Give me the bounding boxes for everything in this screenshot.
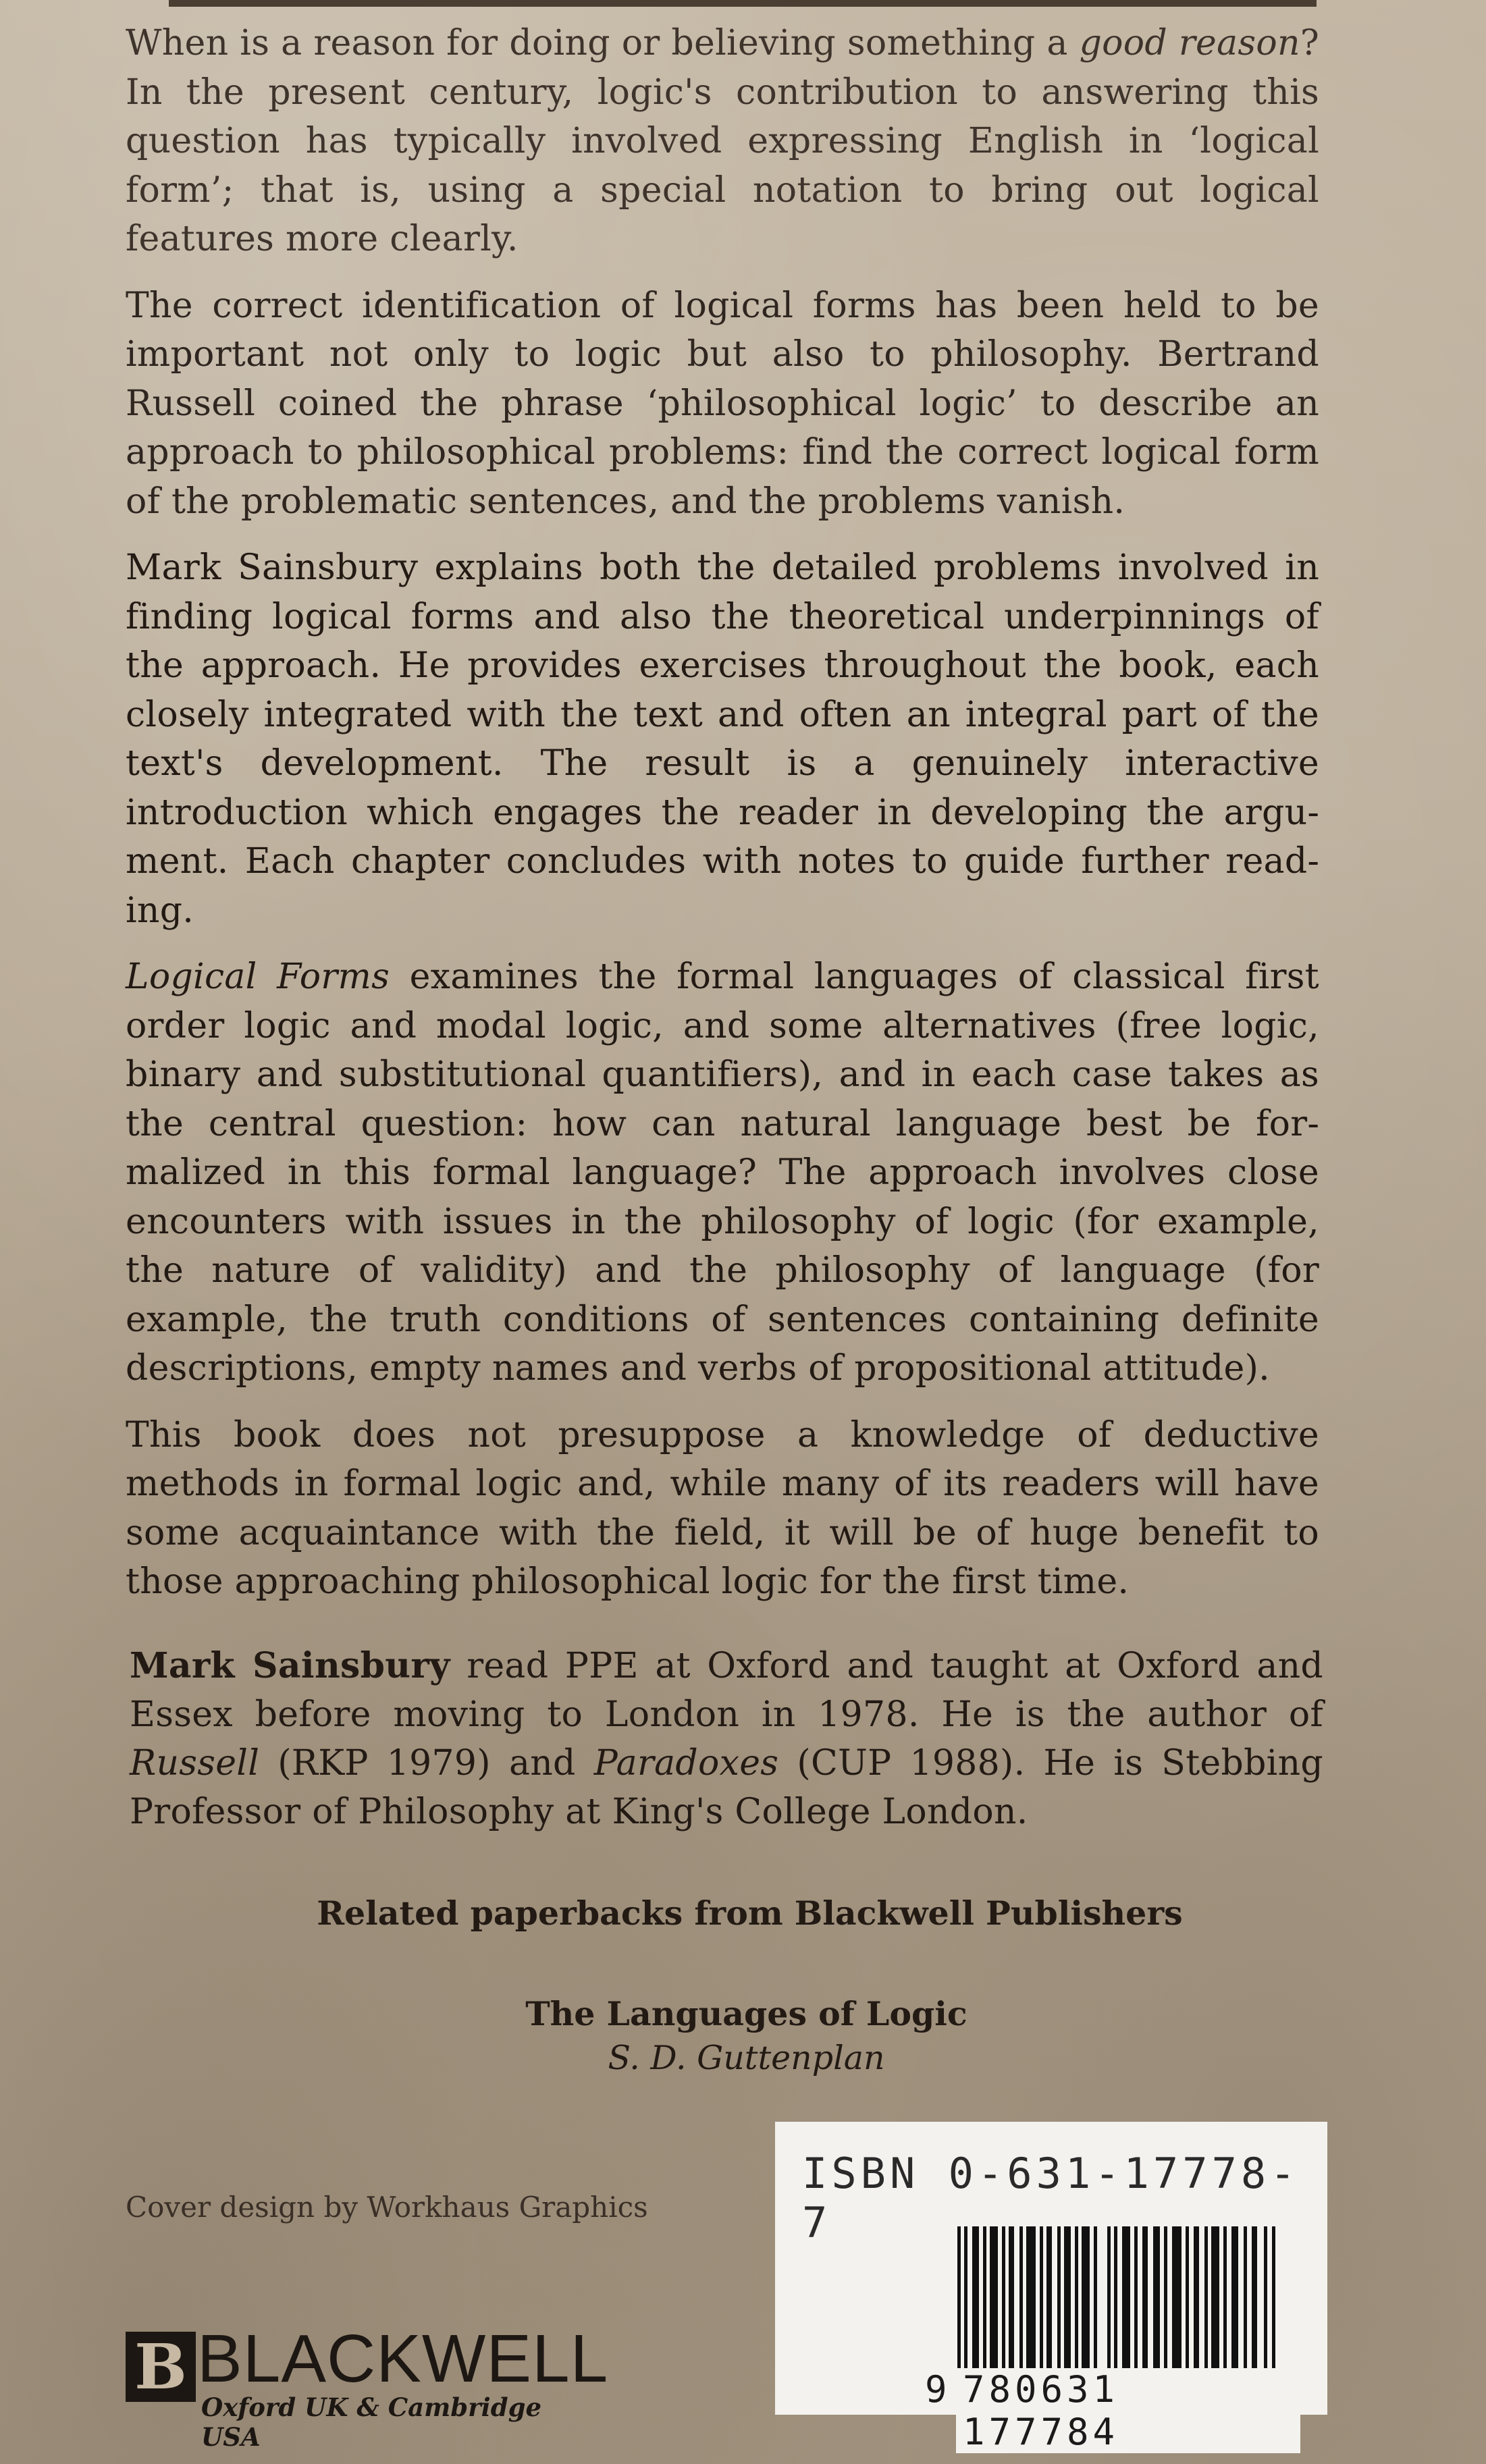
author-bio-text-1: read PPE at Oxford and taught at Oxford and Essex before moving to London in 1978. He is the author of xyxy=(130,1646,1324,1735)
related-book-title: The Languages of Logic xyxy=(525,1994,967,2033)
publisher-logo-icon: B xyxy=(126,2332,196,2402)
author-name: Mark Sainsbury xyxy=(130,1645,450,1686)
barcode-digits: 780631 177784 xyxy=(956,2368,1300,2453)
author-bio xyxy=(130,1642,1323,1836)
related-heading: Related paperbacks from Blackwell Publishers xyxy=(317,1894,1183,1933)
blurb-paragraph-4 xyxy=(126,953,1319,1393)
related-book-author: S. D. Guttenplan xyxy=(608,2039,885,2077)
publisher-name: BLACKWELL xyxy=(197,2321,609,2396)
blurb xyxy=(126,19,1319,1624)
blurb-paragraph-3: Mark Sainsbury explains both the detailed problems involved in finding logical forms and also the theoretical underpinnings of the approach. He provides exercises throughout the book, each closely integrated with the text and often an integral part of the text's development. The result is a genuinely interactive introduction which engages the reader in developing the argument. Each chapter concludes with notes to guide further reading. xyxy=(126,547,1319,931)
cover-design-credit: Cover design by Workhaus Graphics xyxy=(126,2191,648,2224)
author-bio-text-3: (CUP 1988). He is Stebbing Professor of Philosophy at King's College London. xyxy=(130,1743,1323,1832)
publisher-logo xyxy=(126,2321,609,2452)
related-book xyxy=(0,1991,1486,2081)
blurb-paragraph-2: The correct identification of logical forms has been held to be important not only to logic but also to philosophy. Bertrand Russell coined the phrase ‘philosophical logic’ to describe an approach to philosophical problems: find the correct logical form of the problematic sentences, and the problems vanish. xyxy=(126,285,1319,522)
author-bio-text-2: (RKP 1979) and xyxy=(259,1743,594,1784)
blurb-paragraph-4-text: examines the formal languages of classical first order logic and modal logic, and some alternatives (free logic, binary and substitutional quantifiers), and in each case takes as the central question: how can natural language best be formalized in this formal language? The approach involves close encounters with issues in the philosophy of logic (for example, the nature of validity) and the philosophy of language (for example, the truth conditions of sentences containing definite descriptions, empty names and verbs of propositional attitude). xyxy=(126,957,1319,1389)
blurb-paragraph-1 xyxy=(126,19,1319,264)
author-book-2: Paradoxes xyxy=(593,1743,779,1784)
barcode-digit-left: 9 xyxy=(925,2368,947,2411)
author-book-1: Russell xyxy=(130,1743,260,1784)
barcode-icon xyxy=(957,2226,1281,2382)
cover-top-edge xyxy=(169,0,1317,7)
barcode-panel xyxy=(775,2122,1327,2453)
isbn-label: ISBN 0-631-17778-7 xyxy=(802,2149,1300,2247)
publisher-tagline: Oxford UK & Cambridge USA xyxy=(201,2392,541,2452)
blurb-paragraph-5: This book does not presuppose a knowledge of deductive methods in formal logic and, while many of its readers will have some acquaintance with the field, it will be of huge benefit to those approaching philosophical logic for the first time. xyxy=(126,1414,1319,1602)
blurb-paragraph-4-italic: Logical Forms xyxy=(126,957,390,997)
blurb-paragraph-1-text-b: ? In the present century, logic's contribution to answering this question has typically involved expressing English in ‘logical form’; that is, using a special notation to bring out logical features more clearly. xyxy=(126,23,1319,259)
blurb-paragraph-1-italic: good reason xyxy=(1079,23,1300,63)
blurb-paragraph-1-text-a: When is a reason for doing or believing something a xyxy=(126,23,1080,63)
